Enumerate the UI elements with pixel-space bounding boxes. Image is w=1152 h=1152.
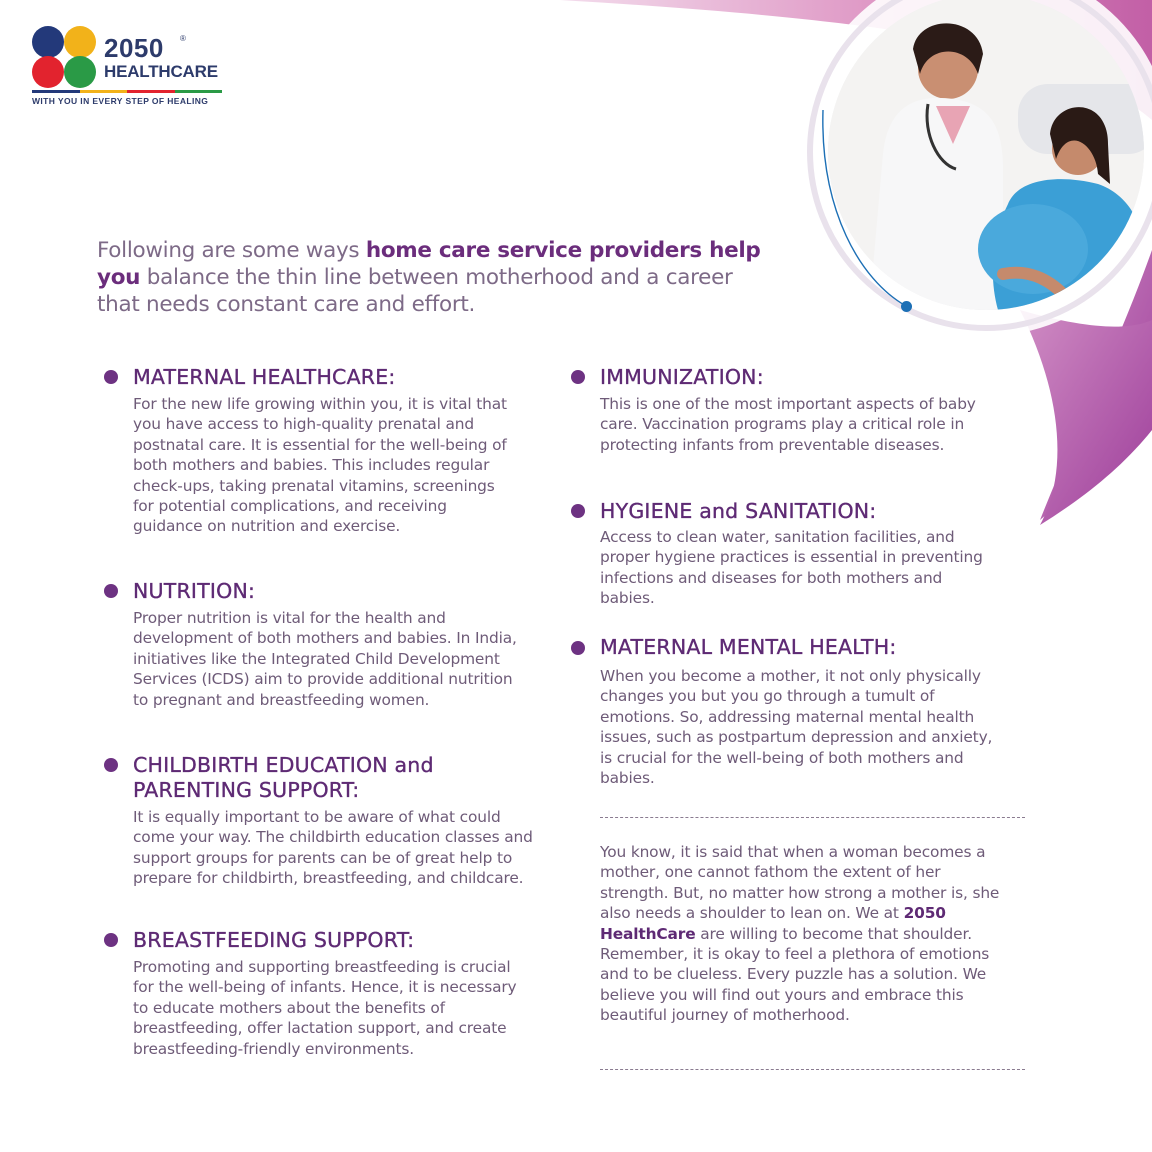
photo-accent-dot <box>901 301 912 312</box>
brand-color-bar <box>32 90 222 93</box>
section-title-hygiene-sanitation: HYGIENE and SANITATION: <box>600 499 877 523</box>
brand-registered-mark: ® <box>180 34 186 43</box>
logo-circles-icon <box>30 26 100 92</box>
section-title-childbirth-education: CHILDBIRTH EDUCATION and PARENTING SUPPORT: <box>133 753 434 802</box>
closing-paragraph: You know, it is said that when a woman becomes a mother, one cannot fathom the extent of her strength. But, no matter how strong a mother is, she also needs a shoulder to lean on. We at 2050 HealthCare are willing to become that shoulder. Remember, it is okay to feel a plethora of emotions and to be clueless. Every puzzle has a solution. We believe you will find out yours and embrace this beautiful journey of motherhood. <box>600 843 1000 1025</box>
section-body-maternal-mental-health: When you become a mother, it not only physically changes you but you go through a tumult of emotions. So, addressing maternal mental health issues, such as postpartum depression and anxiety, is crucial for the well-being of both mothers and babies. <box>600 667 993 788</box>
divider-top <box>600 817 1025 818</box>
section-body-breastfeeding-support: Promoting and supporting breastfeeding is crucial for the well-being of infants. Hence, it is necessary to educate mothers about the benefits of breastfeeding, offer lactation support, and create breastfeeding-friendly environments. <box>133 958 517 1058</box>
section-body-childbirth-education: It is equally important to be aware of what could come your way. The childbirth education classes and support groups for parents can be of great help to prepare for childbirth, breastfeeding, and childcare. <box>133 808 533 888</box>
bullet-icon <box>571 641 585 655</box>
section-title-maternal-mental-health: MATERNAL MENTAL HEALTH: <box>600 635 897 659</box>
section-body-nutrition: Proper nutrition is vital for the health and development of both mothers and babies. In India, initiatives like the Integrated Child Development Services (ICDS) aim to provide additional nutrition to pregnant and breastfeeding women. <box>133 609 517 709</box>
section-title-breastfeeding-support: BREASTFEEDING SUPPORT: <box>133 928 415 952</box>
brand-tagline: WITH YOU IN EVERY STEP OF HEALING <box>32 96 209 106</box>
brand-logo[interactable] <box>30 26 230 110</box>
brand-name: 2050 <box>104 33 164 63</box>
bullet-icon <box>104 758 118 772</box>
section-body-hygiene-sanitation: Access to clean water, sanitation facilities, and proper hygiene practices is essential in preventing infections and diseases for both mothers and babies. <box>600 528 983 608</box>
intro-paragraph: Following are some ways home care service providers help you balance the thin line between motherhood and a career that needs constant care and effort. <box>97 238 761 317</box>
bullet-icon <box>104 584 118 598</box>
section-title-nutrition: NUTRITION: <box>133 579 256 603</box>
hero-photo <box>828 0 1144 310</box>
bullet-icon <box>571 504 585 518</box>
bullet-icon <box>571 370 585 384</box>
bullet-icon <box>104 370 118 384</box>
section-body-maternal-healthcare: For the new life growing within you, it is vital that you have access to high-quality prenatal and postnatal care. It is essential for the well-being of both mothers and babies. This includes regular check-ups, taking prenatal vitamins, screenings for potential complications, and receiving guidance on nutrition and exercise. <box>133 395 507 536</box>
section-title-immunization: IMMUNIZATION: <box>600 365 764 389</box>
divider-bottom <box>600 1069 1025 1070</box>
bullet-icon <box>104 933 118 947</box>
section-body-immunization: This is one of the most important aspects of baby care. Vaccination programs play a critical role in protecting infants from preventable diseases. <box>600 395 976 454</box>
doctor-and-patient-illustration <box>828 0 1144 310</box>
brand-subname: HEALTHCARE <box>104 62 218 81</box>
section-title-maternal-healthcare: MATERNAL HEALTHCARE: <box>133 365 396 389</box>
